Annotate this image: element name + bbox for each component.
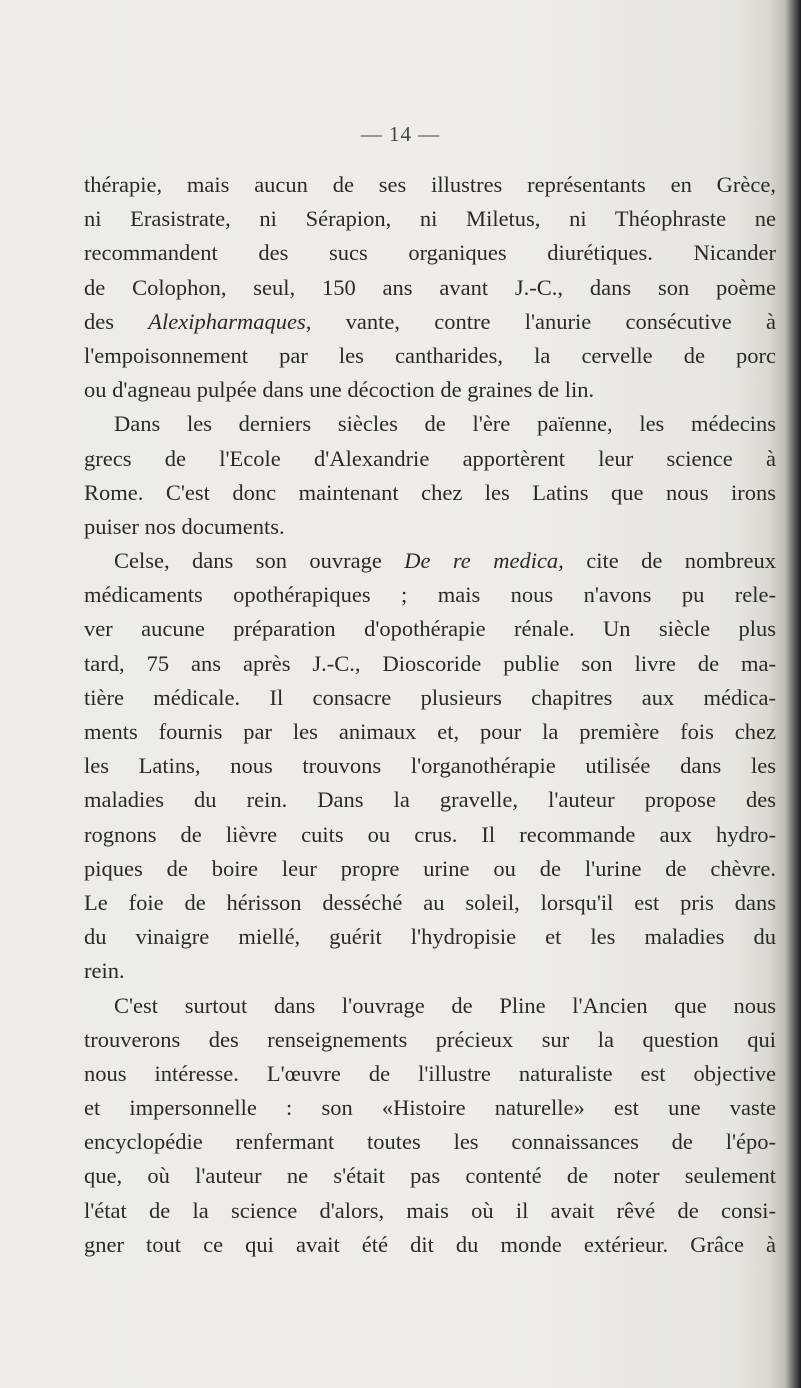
text-segment: cite de nombreux: [563, 548, 776, 574]
body-text: [84, 168, 776, 1262]
text-line: encyclopédie renfermant toutes les connaissances de l'épo-: [84, 1129, 776, 1155]
text-line: ver aucune préparation d'opothérapie rénale. Un siècle plus: [84, 616, 776, 642]
text-line: les Latins, nous trouvons l'organothérapie utilisée dans les: [84, 753, 776, 779]
text-line: ou d'agneau pulpée dans une décoction de graines de lin.: [84, 377, 595, 403]
text-line: maladies du rein. Dans la gravelle, l'auteur propose des: [84, 787, 776, 813]
italic-title: De re medica,: [404, 548, 564, 574]
text-line: l'empoisonnement par les cantharides, la cervelle de porc: [84, 342, 776, 368]
text-line: Rome. C'est donc maintenant chez les Latins que nous irons: [84, 479, 776, 505]
page-number: — 14 —: [360, 122, 441, 146]
text-line: Le foie de hérisson desséché au soleil, lorsqu'il est pris dans: [84, 889, 776, 915]
text-line: grecs de l'Ecole d'Alexandrie apportèrent leur science à: [84, 445, 776, 471]
text-line: Dans les derniers siècles de l'ère païenne, les médecins: [114, 411, 776, 437]
text-line: du vinaigre miellé, guérit l'hydropisie et les maladies du: [84, 924, 776, 950]
text-line: thérapie, mais aucun de ses illustres représentants en Grèce,: [84, 172, 776, 197]
text-line: recommandent des sucs organiques diurétiques. Nicander: [84, 240, 776, 266]
text-line: trouverons des renseignements précieux sur la question qui: [84, 1026, 776, 1052]
text-line: [84, 544, 776, 578]
text-line: médicaments opothérapiques ; mais nous n'avons pu rele-: [84, 582, 776, 608]
italic-title: Alexipharmaques,: [148, 308, 312, 334]
text-segment: vante, contre l'anurie consécutive à: [311, 308, 776, 334]
text-line: C'est surtout dans l'ouvrage de Pline l'Ancien que nous: [114, 992, 776, 1018]
text-line: de Colophon, seul, 150 ans avant J.-C., dans son poème: [84, 274, 776, 300]
text-line: gner tout ce qui avait été dit du monde extérieur. Grâce à: [84, 1231, 776, 1257]
text-segment: Celse, dans son ouvrage: [114, 548, 405, 574]
text-line: ments fournis par les animaux et, pour la première fois chez: [84, 719, 776, 744]
text-line: tière médicale. Il consacre plusieurs chapitres aux médica-: [84, 684, 776, 710]
text-line: nous intéresse. L'œuvre de l'illustre naturaliste est objective: [84, 1060, 776, 1086]
text-line: et impersonnelle : son «Histoire naturelle» est une vaste: [84, 1095, 776, 1121]
text-line: tard, 75 ans après J.-C., Dioscoride publie son livre de ma-: [84, 650, 776, 676]
text-line: rein.: [84, 958, 125, 984]
text-segment: des: [84, 308, 149, 334]
text-line: ni Erasistrate, ni Sérapion, ni Miletus, ni Théophraste ne: [84, 206, 776, 232]
text-line: piques de boire leur propre urine ou de l'urine de chèvre.: [84, 855, 776, 881]
text-line: [84, 305, 776, 339]
text-line: rognons de lièvre cuits ou crus. Il recommande aux hydro-: [84, 821, 776, 847]
text-line: l'état de la science d'alors, mais où il avait rêvé de consi-: [84, 1197, 776, 1223]
text-line: puiser nos documents.: [84, 513, 285, 539]
text-line: que, où l'auteur ne s'était pas contenté de noter seulement: [84, 1163, 776, 1189]
